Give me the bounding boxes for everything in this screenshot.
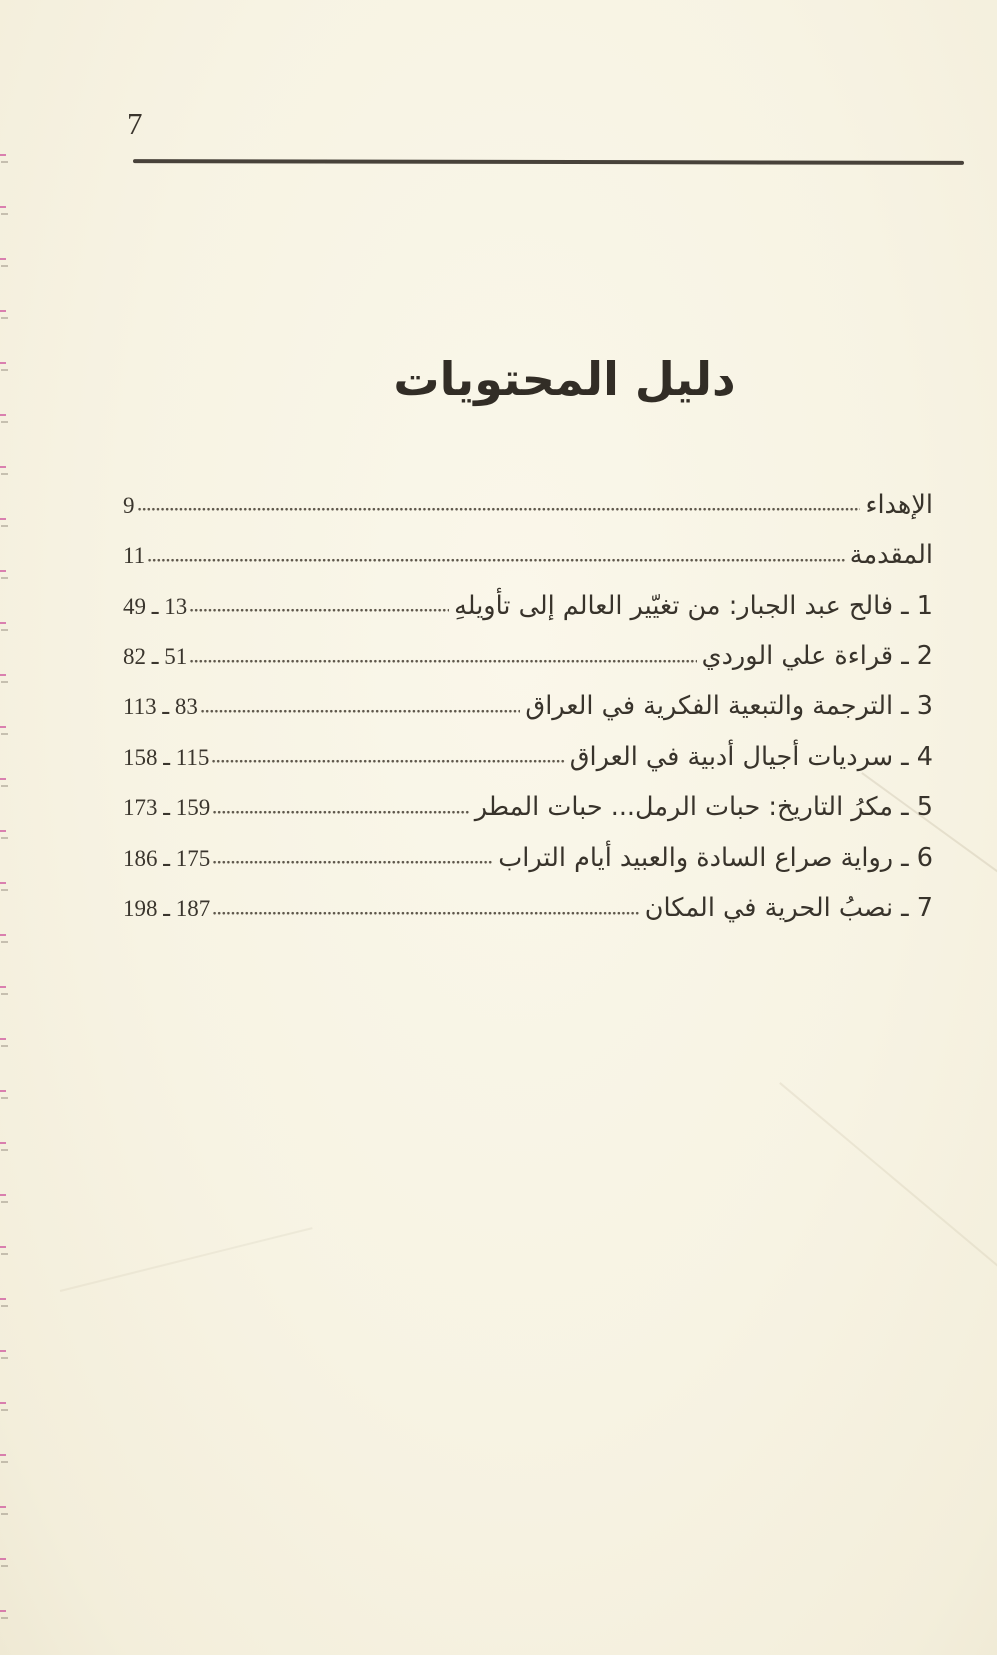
toc-entry (123, 726, 933, 776)
dotted-leader (213, 911, 639, 915)
toc-entry (123, 877, 933, 927)
dotted-leader (148, 558, 845, 562)
toc-entry-title: 1 ـ فالح عبد الجبار: من تغيّير العالم إلى تأويلهِ (454, 590, 933, 621)
page-title: دليل المحتويات (393, 352, 736, 406)
header-rule (133, 159, 964, 165)
dotted-leader (190, 608, 449, 612)
toc-entry-pages: 13 ـ 49 (123, 593, 188, 619)
scan-edge-artifacts (1, 161, 8, 1651)
toc-entry (123, 575, 933, 625)
toc-entry-title: 7 ـ نصبُ الحرية في المكان (644, 892, 933, 923)
toc-entry-pages: 83 ـ 113 (123, 694, 198, 720)
toc-entry-pages: 187 ـ 198 (123, 895, 211, 921)
toc-entry (123, 827, 933, 877)
dotted-leader (213, 810, 469, 814)
toc-entry (123, 776, 933, 826)
toc-entry-pages: 51 ـ 82 (123, 643, 188, 669)
toc-entry-title: 5 ـ مكرُ التاريخ: حبات الرمل... حبات المطر (474, 792, 933, 823)
dotted-leader (212, 759, 564, 763)
toc-entry (123, 474, 933, 524)
toc-entry (123, 676, 933, 726)
toc-entry-pages: 175 ـ 186 (123, 845, 211, 871)
paper-crease (60, 1227, 313, 1291)
toc-entry-pages: 9 (123, 492, 135, 518)
toc-list (123, 474, 933, 928)
page-number: 7 (127, 106, 143, 141)
toc-entry-title: 4 ـ سرديات أجيال أدبية في العراق (569, 741, 933, 772)
toc-entry (123, 524, 933, 574)
toc-entry-title: الإهداء (865, 489, 933, 520)
toc-entry-title: 6 ـ رواية صراع السادة والعبيد أيام التراب (498, 842, 933, 873)
toc-entry-pages: 11 (123, 543, 146, 569)
toc-entry-title: المقدمة (849, 540, 933, 571)
toc-entry-pages: 115 ـ 158 (123, 744, 210, 770)
dotted-leader (213, 860, 493, 864)
dotted-leader (190, 659, 696, 663)
paper-crease (780, 1082, 997, 1295)
dotted-leader (201, 709, 521, 713)
toc-entry-pages: 159 ـ 173 (123, 795, 211, 821)
toc-entry-title: 3 ـ الترجمة والتبعية الفكرية في العراق (525, 691, 933, 722)
toc-entry (123, 625, 933, 675)
dotted-leader (138, 507, 861, 511)
toc-entry-title: 2 ـ قراءة علي الوردي (701, 640, 933, 671)
